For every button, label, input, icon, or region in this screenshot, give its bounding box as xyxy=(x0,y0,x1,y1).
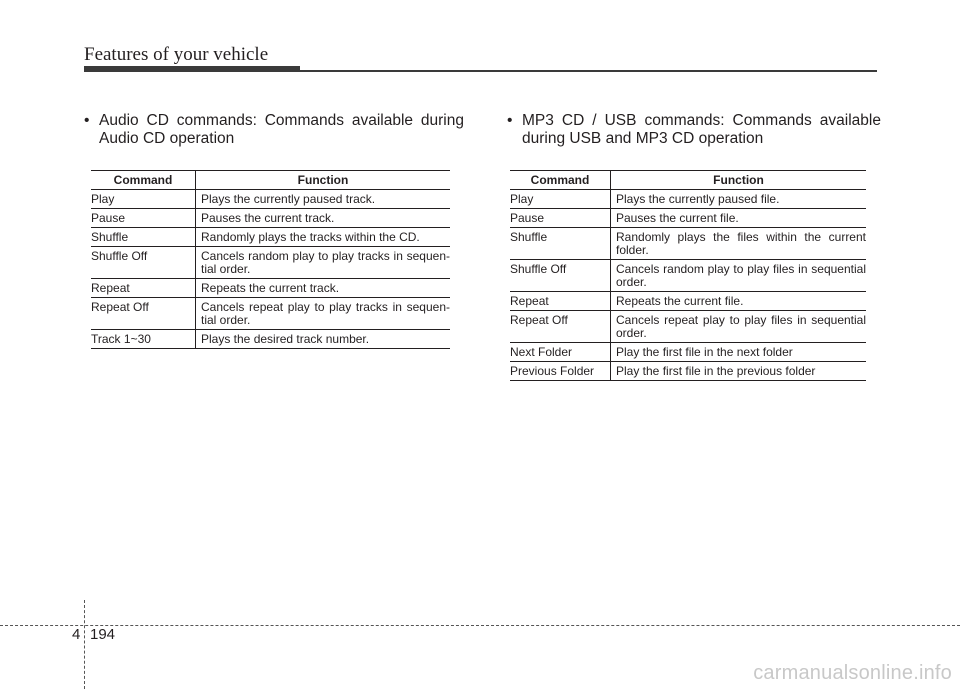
table-row xyxy=(91,247,450,279)
column-header-command: Command xyxy=(510,171,611,190)
bullet-icon: • xyxy=(507,112,513,129)
page-number: 194 xyxy=(90,626,116,643)
audio-cd-command-table xyxy=(91,170,450,349)
column-header-command: Command xyxy=(91,171,196,190)
function-cell: Repeats the current track. xyxy=(196,279,451,298)
command-cell: Pause xyxy=(91,209,196,228)
function-cell: Pauses the current file. xyxy=(611,209,867,228)
audio-cd-intro-text: Audio CD commands: Commands available during Audio CD operation xyxy=(99,112,464,147)
command-cell: Shuffle xyxy=(510,228,611,260)
mp3-usb-intro xyxy=(497,112,881,148)
mp3-usb-section xyxy=(497,112,881,378)
command-cell: Repeat xyxy=(510,292,611,311)
function-cell: Cancels random play to play files in sequential order. xyxy=(611,260,867,292)
table-row xyxy=(91,298,450,330)
function-cell: Pauses the current track. xyxy=(196,209,451,228)
column-header-function: Function xyxy=(196,171,451,190)
table-row xyxy=(510,362,866,381)
table-row xyxy=(91,279,450,298)
bullet-icon: • xyxy=(84,112,90,129)
mp3-usb-intro-text: MP3 CD / USB commands: Commands available during USB and MP3 CD operation xyxy=(522,112,881,147)
table-row xyxy=(510,260,866,292)
footer-vertical-divider xyxy=(84,600,85,689)
chapter-number: 4 xyxy=(72,626,81,643)
table-row xyxy=(91,190,450,209)
table-row xyxy=(510,228,866,260)
function-cell: Cancels random play to play tracks in sequen-tial order. xyxy=(196,247,451,279)
audio-cd-section xyxy=(74,112,464,346)
table-row xyxy=(510,343,866,362)
function-cell: Cancels repeat play to play tracks in sequen-tial order. xyxy=(196,298,451,330)
function-cell: Plays the desired track number. xyxy=(196,330,451,349)
command-cell: Previous Folder xyxy=(510,362,611,381)
function-cell: Randomly plays the files within the current folder. xyxy=(611,228,867,260)
command-cell: Play xyxy=(91,190,196,209)
function-cell: Repeats the current file. xyxy=(611,292,867,311)
table-row xyxy=(91,209,450,228)
function-cell: Randomly plays the tracks within the CD. xyxy=(196,228,451,247)
command-cell: Repeat Off xyxy=(91,298,196,330)
function-cell: Plays the currently paused file. xyxy=(611,190,867,209)
command-cell: Shuffle Off xyxy=(510,260,611,292)
watermark: carmanualsonline.info xyxy=(753,662,952,684)
audio-cd-intro xyxy=(74,112,464,148)
function-cell: Cancels repeat play to play files in sequential order. xyxy=(611,311,867,343)
command-cell: Pause xyxy=(510,209,611,228)
function-cell: Plays the currently paused track. xyxy=(196,190,451,209)
footer-divider xyxy=(0,625,960,626)
table-row xyxy=(91,228,450,247)
table-header-row xyxy=(91,171,450,190)
column-header-function: Function xyxy=(611,171,867,190)
function-cell: Play the first file in the previous folder xyxy=(611,362,867,381)
command-cell: Shuffle Off xyxy=(91,247,196,279)
table-row xyxy=(510,209,866,228)
command-cell: Repeat Off xyxy=(510,311,611,343)
table-header-row xyxy=(510,171,866,190)
table-row xyxy=(510,292,866,311)
table-row xyxy=(91,330,450,349)
command-cell: Play xyxy=(510,190,611,209)
page-header-title: Features of your vehicle xyxy=(84,44,269,65)
command-cell: Next Folder xyxy=(510,343,611,362)
command-cell: Repeat xyxy=(91,279,196,298)
header-rule-thin xyxy=(300,70,877,72)
header-rule-thick xyxy=(84,66,300,72)
table-row xyxy=(510,311,866,343)
command-cell: Shuffle xyxy=(91,228,196,247)
function-cell: Play the first file in the next folder xyxy=(611,343,867,362)
table-row xyxy=(510,190,866,209)
mp3-usb-command-table xyxy=(510,170,866,381)
command-cell: Track 1~30 xyxy=(91,330,196,349)
